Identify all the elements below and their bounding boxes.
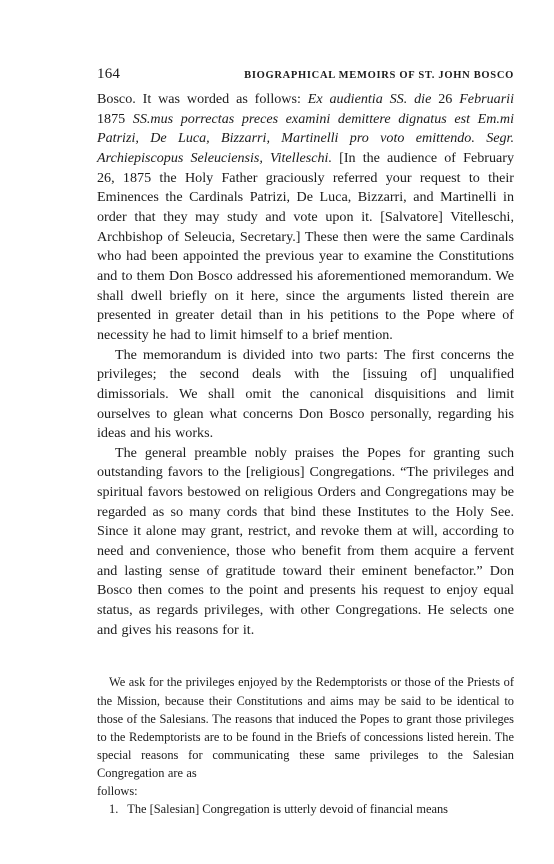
book-page (97, 66, 514, 819)
p1-text-1: Bosco. It was worded as follows: (97, 91, 308, 107)
list-item (97, 800, 514, 818)
running-head: BIOGRAPHICAL MEMOIRS OF ST. JOHN BOSCO (244, 70, 514, 81)
page-number: 164 (97, 66, 121, 82)
body-paragraph-2: The memorandum is divided into two parts: The first concerns the privileges; the second deals with the [issuing of] unqualified dimissorials. We shall omit the canonical disquisitions and limit ourselves to glean what concerns Don Bosco personally, regarding his ideas and his works. (97, 346, 514, 442)
quoted-memorandum (97, 673, 514, 818)
body-paragraph-1 (97, 90, 514, 346)
body-paragraph-3: The general preamble nobly praises the Popes for granting such outstanding favors to the [religious] Congregations. “The privileges and spiritual favors bestowed on religious Orders and Congregations may be regarded as so many cords that bind these Institutes to the Holy See. Since it alone may grant, restrict, and revoke them at will, according to need and convenience, those who benefit from them acquire a fervent and lasting sense of gratitude toward their eminent benefactor.” Don Bosco then comes to the point and presents his request to enjoy equal status, as regards privileges, with other Congregations. He selects one and gives his reasons for it. (97, 444, 514, 638)
p1-latin-2: Februarii (459, 91, 515, 107)
quote-paragraph-1-end: follows: (97, 784, 138, 799)
p1-text-3: 1875 (97, 110, 133, 127)
quote-paragraph-1: We ask for the privileges enjoyed by the Redemptorists or those of the Priests of the Mission, because their Constitutions and aims may be said to be identical to those of the Salesians. The reasons that induced the Popes to grant those privileges to the Redemptorists are to be found in the Briefs of concessions listed herein. The special reasons for communicating these same privileges to the Salesian Congregation are as (97, 675, 514, 781)
p1-latin-3: SS.mus porrectas preces examini demittere dignatus est Em.mi Patrizi, De Luca, Bizzarri, Martinelli pro voto emittendo. Segr. Archiepiscopus Seleuciensis, Vitelleschi. (97, 110, 515, 166)
p1-text-4: [In the audience of February 26, 1875 the Holy Father graciously referred your request to their Eminences the Cardinals Patrizi, De Luca, Bizzarri, and Martinelli in order that they may study and vote upon it. [Salvatore] Vitelleschi, Archbishop of Seleucia, Secretary.] These then were the same Cardinals who had been appointed the previous year to examine the Constitutions and to them Don Bosco addressed his aforementioned memorandum. We shall dwell briefly on it here, since the arguments listed therein are presented in greater detail than in his petitions to the Pope where of necessity he had to limit himself to a brief mention. (97, 149, 514, 343)
page-header (97, 66, 514, 90)
p1-latin-1: Ex audientia SS. die (307, 91, 432, 107)
p1-text-2: 26 (431, 91, 460, 107)
list-item-number: 1. (109, 802, 119, 817)
list-item-text: The [Salesian] Congregation is utterly devoid of financial means (127, 802, 448, 817)
